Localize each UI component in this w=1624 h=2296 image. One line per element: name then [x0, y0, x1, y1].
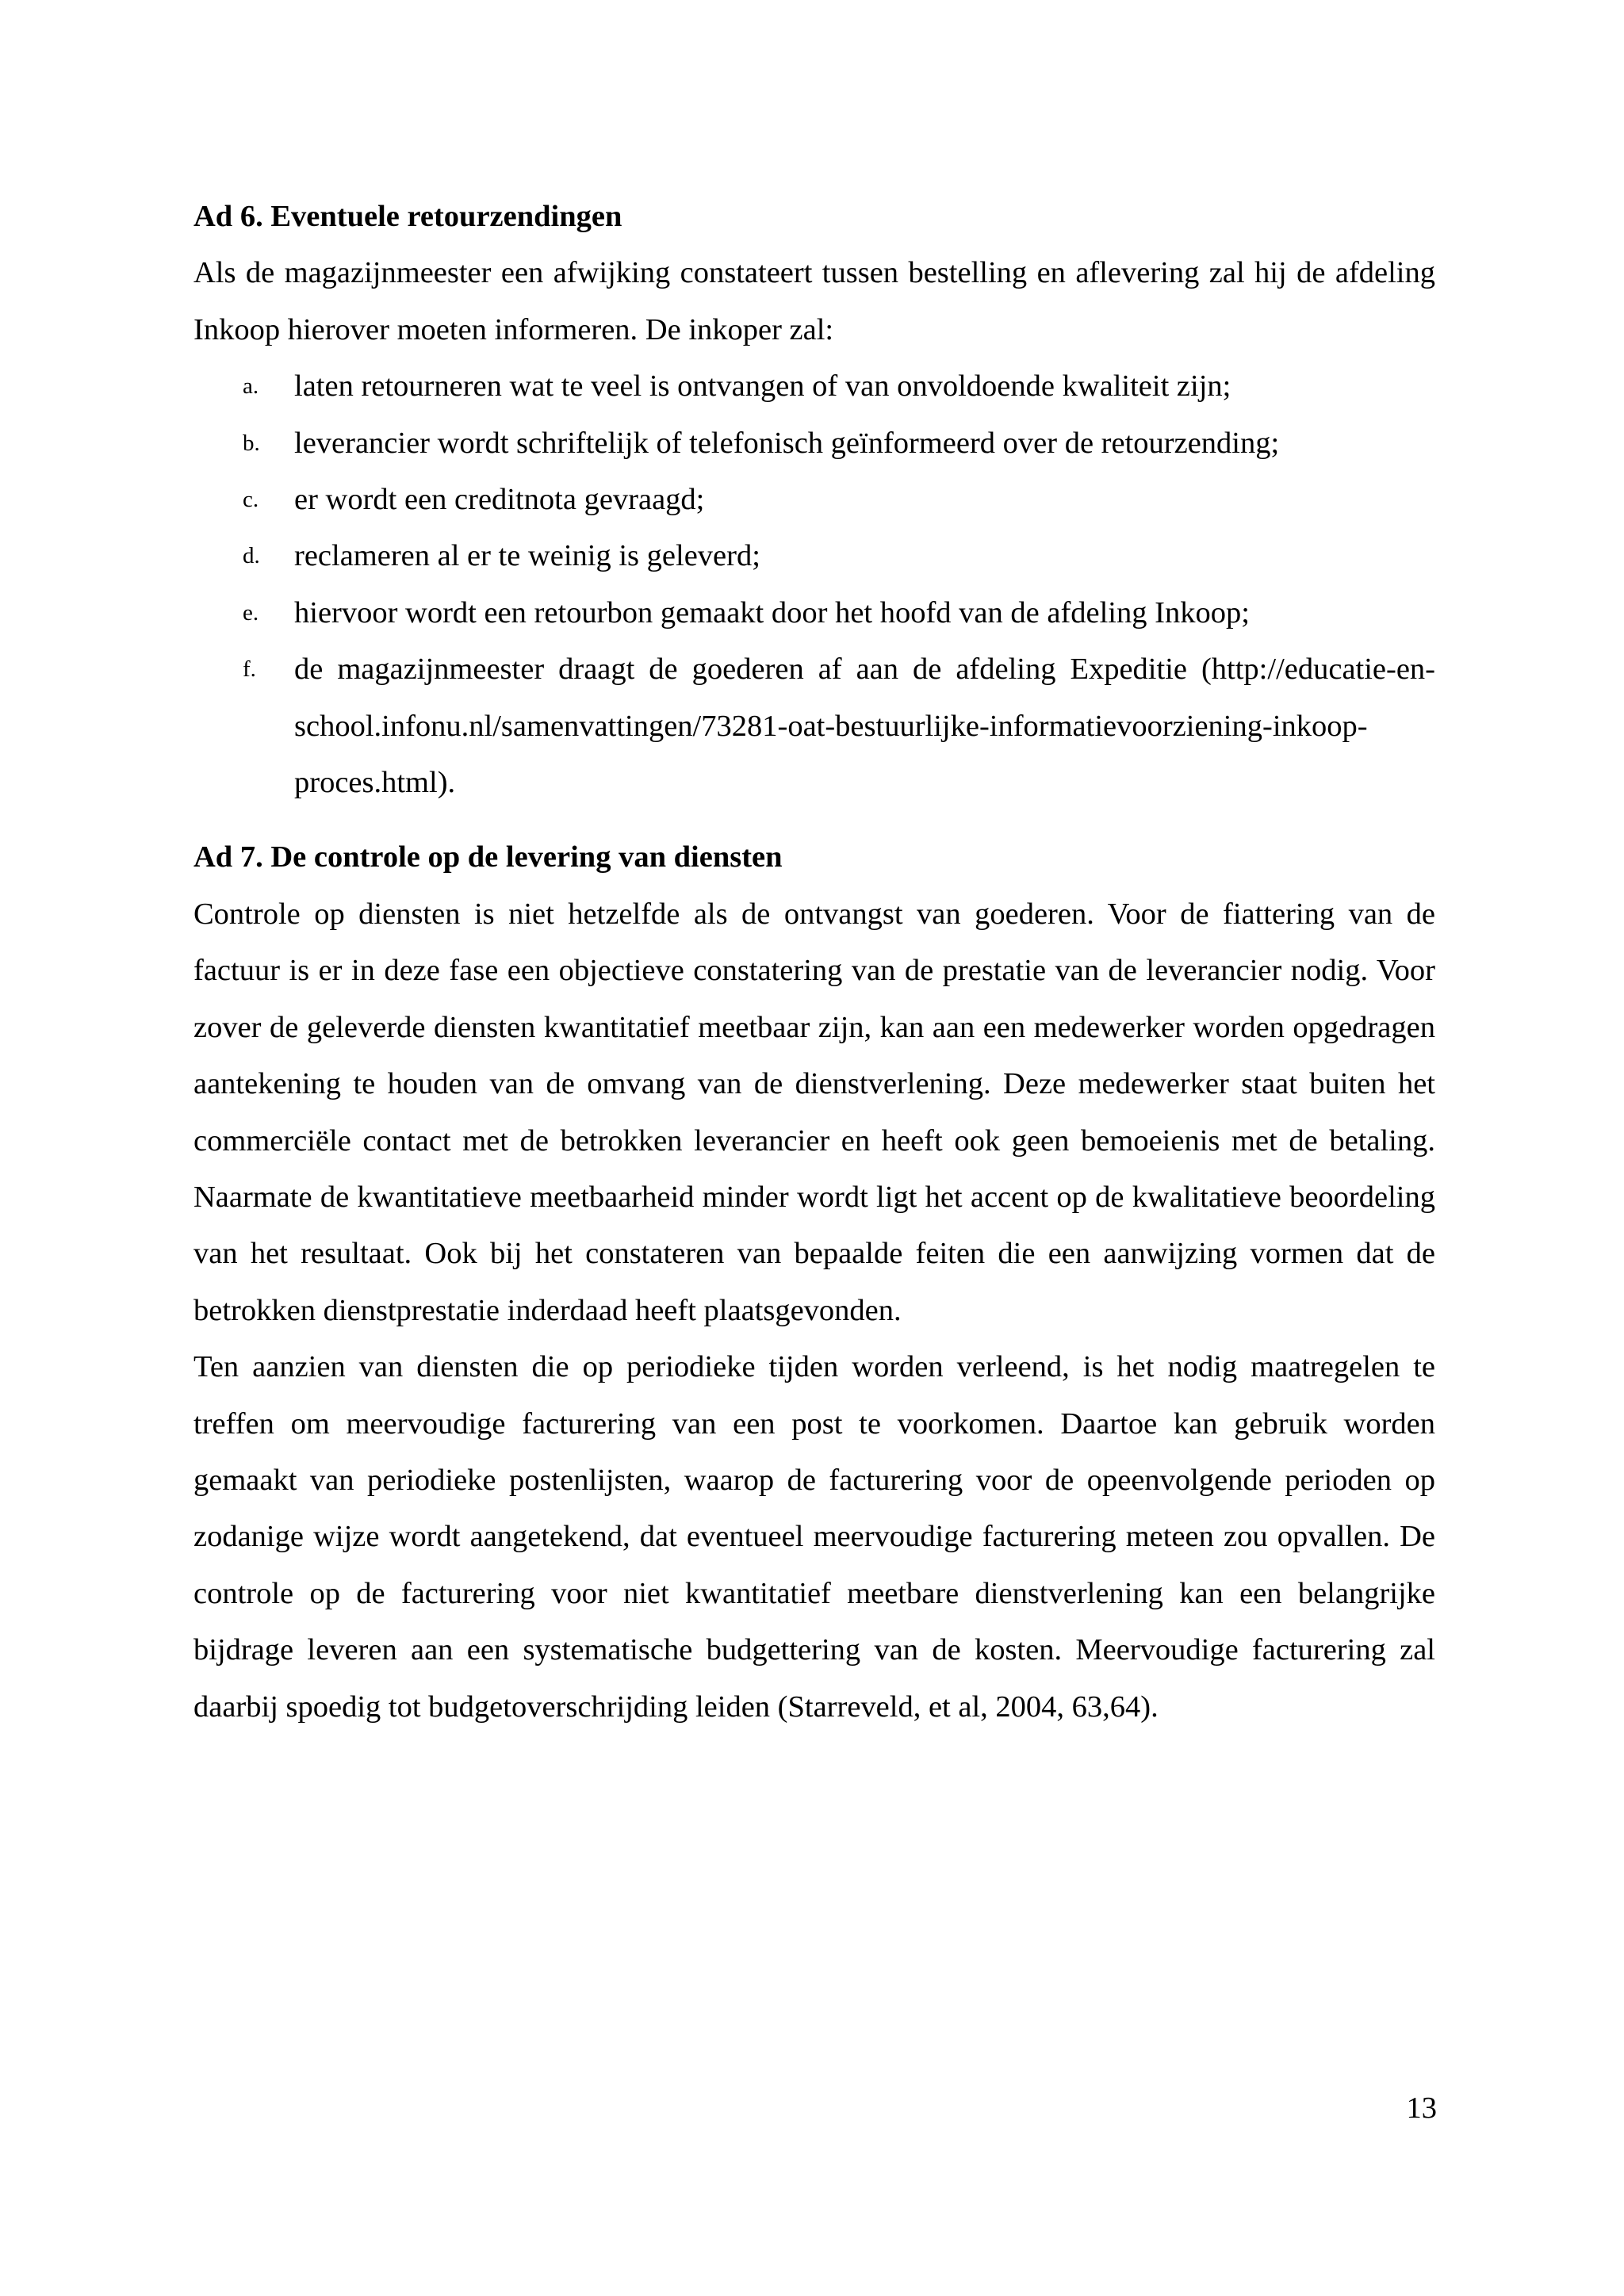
list-item — [193, 358, 1435, 415]
list-marker: c. — [243, 487, 259, 513]
page-content — [193, 189, 1435, 1735]
list-item — [193, 585, 1435, 641]
list-marker: d. — [243, 543, 260, 569]
list-item — [193, 472, 1435, 528]
list-marker: e. — [243, 599, 259, 626]
list-item — [193, 415, 1435, 472]
page-number: 13 — [1406, 2091, 1437, 2125]
list-item-text: leverancier wordt schriftelijk of telefonisch geïnformeerd over de retourzending; — [294, 426, 1280, 460]
list-marker: f. — [243, 656, 256, 683]
section-6-heading: Ad 6. Eventuele retourzendingen — [193, 200, 622, 233]
return-steps-list — [193, 358, 1435, 811]
list-item — [193, 641, 1435, 811]
section-6-intro: Als de magazijnmeester een afwijking constateert tussen bestelling en aflevering zal hij de afdeling Inkoop hierover moeten informeren. De inkoper zal: — [193, 256, 1435, 346]
list-marker: b. — [243, 430, 260, 456]
section-7-heading: Ad 7. De controle op de levering van diensten — [193, 840, 783, 874]
list-marker: a. — [243, 373, 259, 400]
list-item-text: laten retourneren wat te veel is ontvangen of van onvoldoende kwaliteit zijn; — [294, 369, 1231, 404]
list-item-text: de magazijnmeester draagt de goederen af aan de afdeling Expeditie (http://educatie-en-school.infonu.nl/samenvattingen/73281-oat-bestuurlijke-informatievoorziening-inkoop-proces.html). — [294, 652, 1435, 800]
section-spacer — [193, 811, 1435, 829]
section-7-paragraph-2: Ten aanzien van diensten die op periodieke tijden worden verleend, is het nodig maatregelen te treffen om meervoudige facturering van een post te voorkomen. Daartoe kan gebruik worden gemaakt van periodieke postenlijsten, waarop de facturering voor de opeenvolgende perioden op zodanige wijze wordt aangetekend, dat eventueel meervoudige facturering meteen zou opvallen. De controle op de facturering voor niet kwantitatief meetbare dienstverlening kan een belangrijke bijdrage leveren aan een systematische budgettering van de kosten. Meervoudige facturering zal daarbij spoedig tot budgetoverschrijding leiden (Starreveld, et al, 2004, 63,64). — [193, 1350, 1435, 1724]
section-7-paragraph-1: Controle op diensten is niet hetzelfde als de ontvangst van goederen. Voor de fiattering van de factuur is er in deze fase een objectieve constatering van de prestatie van de leverancier nodig. Voor zover de geleverde diensten kwantitatief meetbaar zijn, kan aan een medewerker worden opgedragen aantekening te houden van de omvang van de dienstverlening. Deze medewerker staat buiten het commerciële contact met de betrokken leverancier en heeft ook geen bemoeienis met de betaling. Naarmate de kwantitatieve meetbaarheid minder wordt ligt het accent op de kwalitatieve beoordeling van het resultaat. Ook bij het constateren van bepaalde feiten die een aanwijzing vormen dat de betrokken dienstprestatie inderdaad heeft plaatsgevonden. — [193, 897, 1435, 1327]
list-item — [193, 528, 1435, 584]
list-item-text: er wordt een creditnota gevraagd; — [294, 483, 705, 517]
list-item-text: reclameren al er te weinig is geleverd; — [294, 539, 760, 573]
list-item-text: hiervoor wordt een retourbon gemaakt door het hoofd van de afdeling Inkoop; — [294, 595, 1250, 629]
